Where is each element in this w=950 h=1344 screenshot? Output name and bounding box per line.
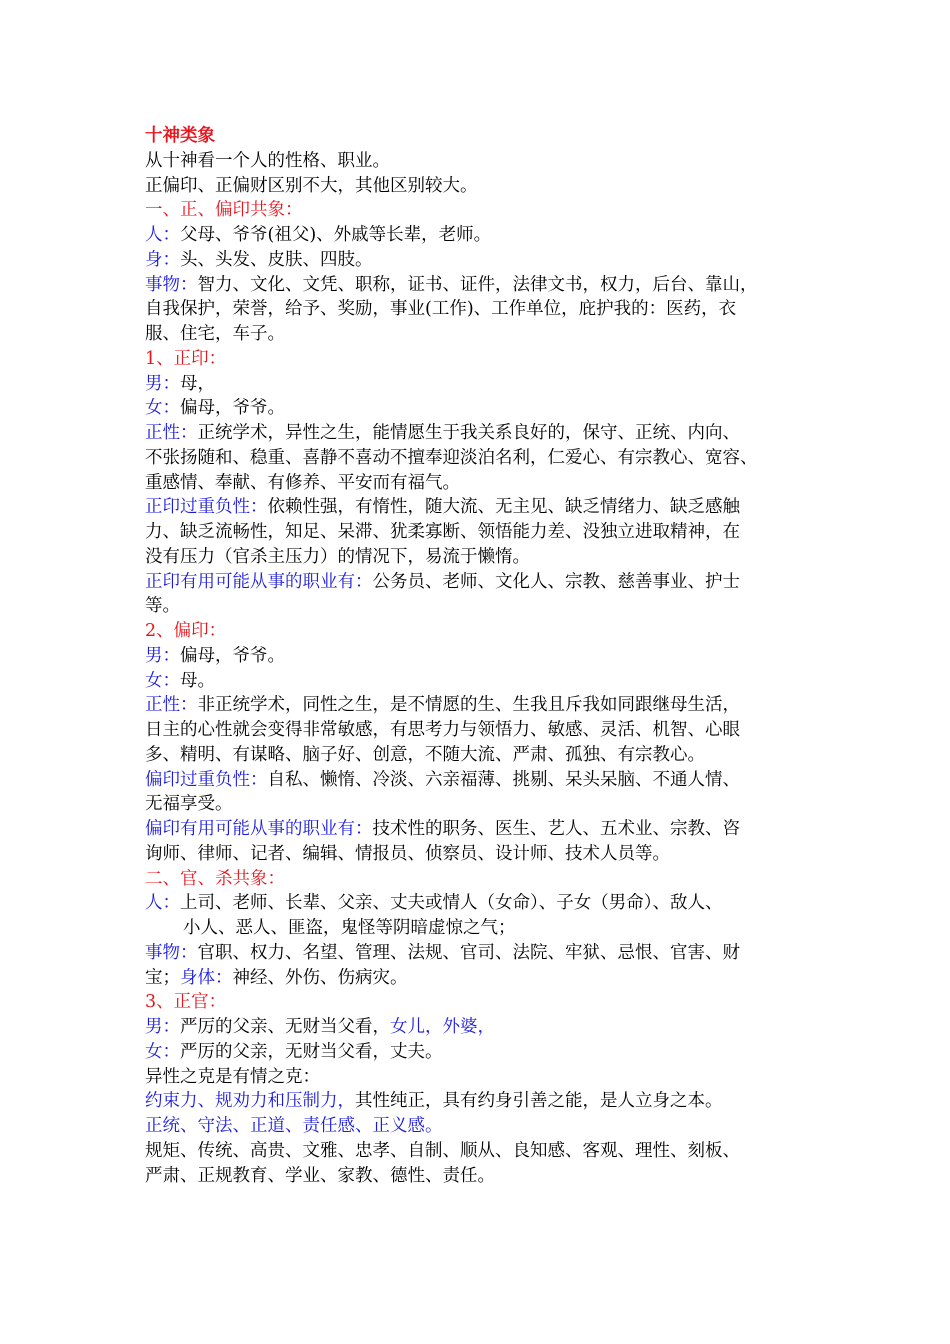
zhengyin-xing-line-2: 不张扬随和、稳重、喜静不喜动不擅奉迎淡泊名利，仁爱心、有宗教心、宽容、 [145,447,758,468]
xing-label: 正性： [145,423,198,443]
section-heading-yin: 一、正、偏印共象： [145,200,303,221]
zhengguan-ke-line: 异性之克是有情之克： [145,1066,320,1087]
subheading-pianyin: 2、偏印： [145,621,227,641]
nv-label: 女： [145,398,180,419]
zhengguan-zheng-line: 正统、守法、正道、责任感、正义感。 [145,1116,443,1136]
zhengguan-gui-line-1: 规矩、传统、高贵、文雅、忠孝、自制、顺从、良知感、客观、理性、刻板、 [145,1140,740,1161]
yue-text: 其性纯正，具有约身引善之能，是人立身之本。 [355,1091,723,1112]
nan-label: 男： [145,1017,180,1037]
nan-label: 男： [145,645,180,666]
shenti-text: 神经、外伤、伤病灾。 [232,967,408,988]
nan-blue-text: 女儿，外婆， [390,1017,495,1037]
pianyin-xing-line-2: 日主的心性就会变得非常敏感，有思考力与领悟力、敏感、灵活、机智、心眼 [145,720,740,740]
yin-shiwu-line-3: 服、住宅，车子。 [145,324,285,344]
zhengyin-xing-line-3: 重感情、奉献、有修养、平安而有福气。 [145,472,460,493]
zhengyin-fu-line-1 [145,495,810,520]
yin-shiwu-line-1 [145,273,810,298]
fu-text: 自私、懒惰、冷淡、六亲福薄、挑剔、呆头呆脑、不通人情、 [267,769,740,790]
ren-label: 人： [145,225,180,245]
yin-shen-line [145,248,810,273]
guansha-shiwu-line-1 [145,941,810,966]
guansha-shiwu-line-2 [145,966,810,991]
xing-text: 正统学术，异性之生，能情愿生于我关系良好的，保守、正统、内向、 [197,423,740,443]
job-text: 公务员、老师、文化人、宗教、慈善事业、护士 [372,571,740,592]
nv-text: 严厉的父亲，无财当父看，丈夫。 [180,1041,443,1062]
pianyin-xing-line-1 [145,693,810,718]
zhengyin-xing-line-1 [145,421,810,446]
shenti-label: 身体： [180,967,233,988]
guansha-ren-line-1 [145,891,810,916]
ren-text: 父母、爷爷(祖父)、外戚等长辈，老师。 [180,225,492,245]
ren-text: 上司、老师、长辈、父亲、丈夫或情人（女命）、子女（男命）、敌人、 [180,893,723,914]
intro-line-1: 从十神看一个人的性格、职业。 [145,150,390,171]
job-text: 技术性的职务、医生、艺人、五术业、宗教、咨 [372,819,740,839]
document-page [145,124,810,1188]
zhengyin-fu-line-3: 没有压力（官杀主压力）的情况下，易流于懒惰。 [145,546,530,567]
nv-label: 女： [145,670,180,691]
yin-ren-line [145,223,810,248]
subheading-zhengguan: 3、正官： [145,992,227,1013]
pianyin-xing-line-3: 多、精明、有谋略、脑子好、创意，不随大流、严肃、孤独、有宗教心。 [145,744,705,765]
zhengyin-nan-line [145,372,810,397]
zhengguan-nan-line [145,1015,810,1040]
nan-text: 偏母，爷爷。 [180,645,285,666]
shen-label: 身： [145,249,180,270]
shiwu-text-end: 宝； [145,967,180,988]
shen-text: 头、头发、皮肤、四肢。 [180,249,373,270]
guansha-ren-line-2: 小人、恶人、匪盗，鬼怪等阴暗虚惊之气； [183,918,516,938]
shiwu-label: 事物： [145,274,198,295]
subheading-zhengyin: 1、正印： [145,348,227,369]
nan-text: 母， [180,373,215,394]
job-label: 正印有用可能从事的职业有： [145,571,373,592]
job-label: 偏印有用可能从事的职业有： [145,819,373,839]
ren-label: 人： [145,893,180,914]
xing-label: 正性： [145,695,198,716]
shiwu-text: 官职、权力、名望、管理、法规、官司、法院、牢狱、忌恨、官害、财 [197,942,740,963]
zhengyin-nv-line [145,396,810,421]
fu-label: 正印过重负性： [145,497,268,518]
pianyin-nan-line [145,644,810,669]
zhengyin-fu-line-2: 力、缺乏流畅性，知足、呆滞、犹柔寡断、领悟能力差、没独立进取精神，在 [145,522,740,542]
pianyin-job-line-1 [145,817,810,842]
section-heading-guansha: 二、官、杀共象： [145,868,285,889]
yue-label: 约束力、规劝力和压制力， [145,1091,355,1112]
nan-label: 男： [145,373,180,394]
yin-shiwu-line-2: 自我保护，荣誉，给予、奖励，事业(工作)、工作单位，庇护我的：医药，衣 [145,299,737,320]
nv-label: 女： [145,1041,180,1062]
xing-text: 非正统学术，同性之生，是不情愿的生、生我且斥我如同跟继母生活， [197,695,740,716]
zhengguan-yue-line [145,1089,810,1114]
zhengguan-gui-line-2: 严肃、正规教育、学业、家教、德性、责任。 [145,1165,495,1186]
zhengyin-job-line-1 [145,570,810,595]
fu-text: 依赖性强，有惰性，随大流、无主见、缺乏情绪力、缺乏感触 [267,497,740,518]
zhengguan-nv-line [145,1040,810,1065]
nv-text: 偏母，爷爷。 [180,398,285,419]
document-title: 十神类象 [145,126,215,146]
nan-text: 严厉的父亲、无财当父看， [180,1017,390,1037]
shiwu-label: 事物： [145,942,198,963]
pianyin-fu-line-1 [145,768,810,793]
pianyin-fu-line-2: 无福享受。 [145,794,233,815]
pianyin-job-line-2: 询师、律师、记者、编辑、情报员、侦察员、设计师、技术人员等。 [145,843,670,864]
fu-label: 偏印过重负性： [145,769,268,790]
pianyin-nv-line [145,669,810,694]
shiwu-text: 智力、文化、文凭、职称，证书、证件，法律文书，权力，后台、靠山， [197,274,758,295]
nv-text: 母。 [180,670,215,691]
zhengyin-job-line-2: 等。 [145,596,180,617]
intro-line-2: 正偏印、正偏财区别不大，其他区别较大。 [145,175,478,196]
